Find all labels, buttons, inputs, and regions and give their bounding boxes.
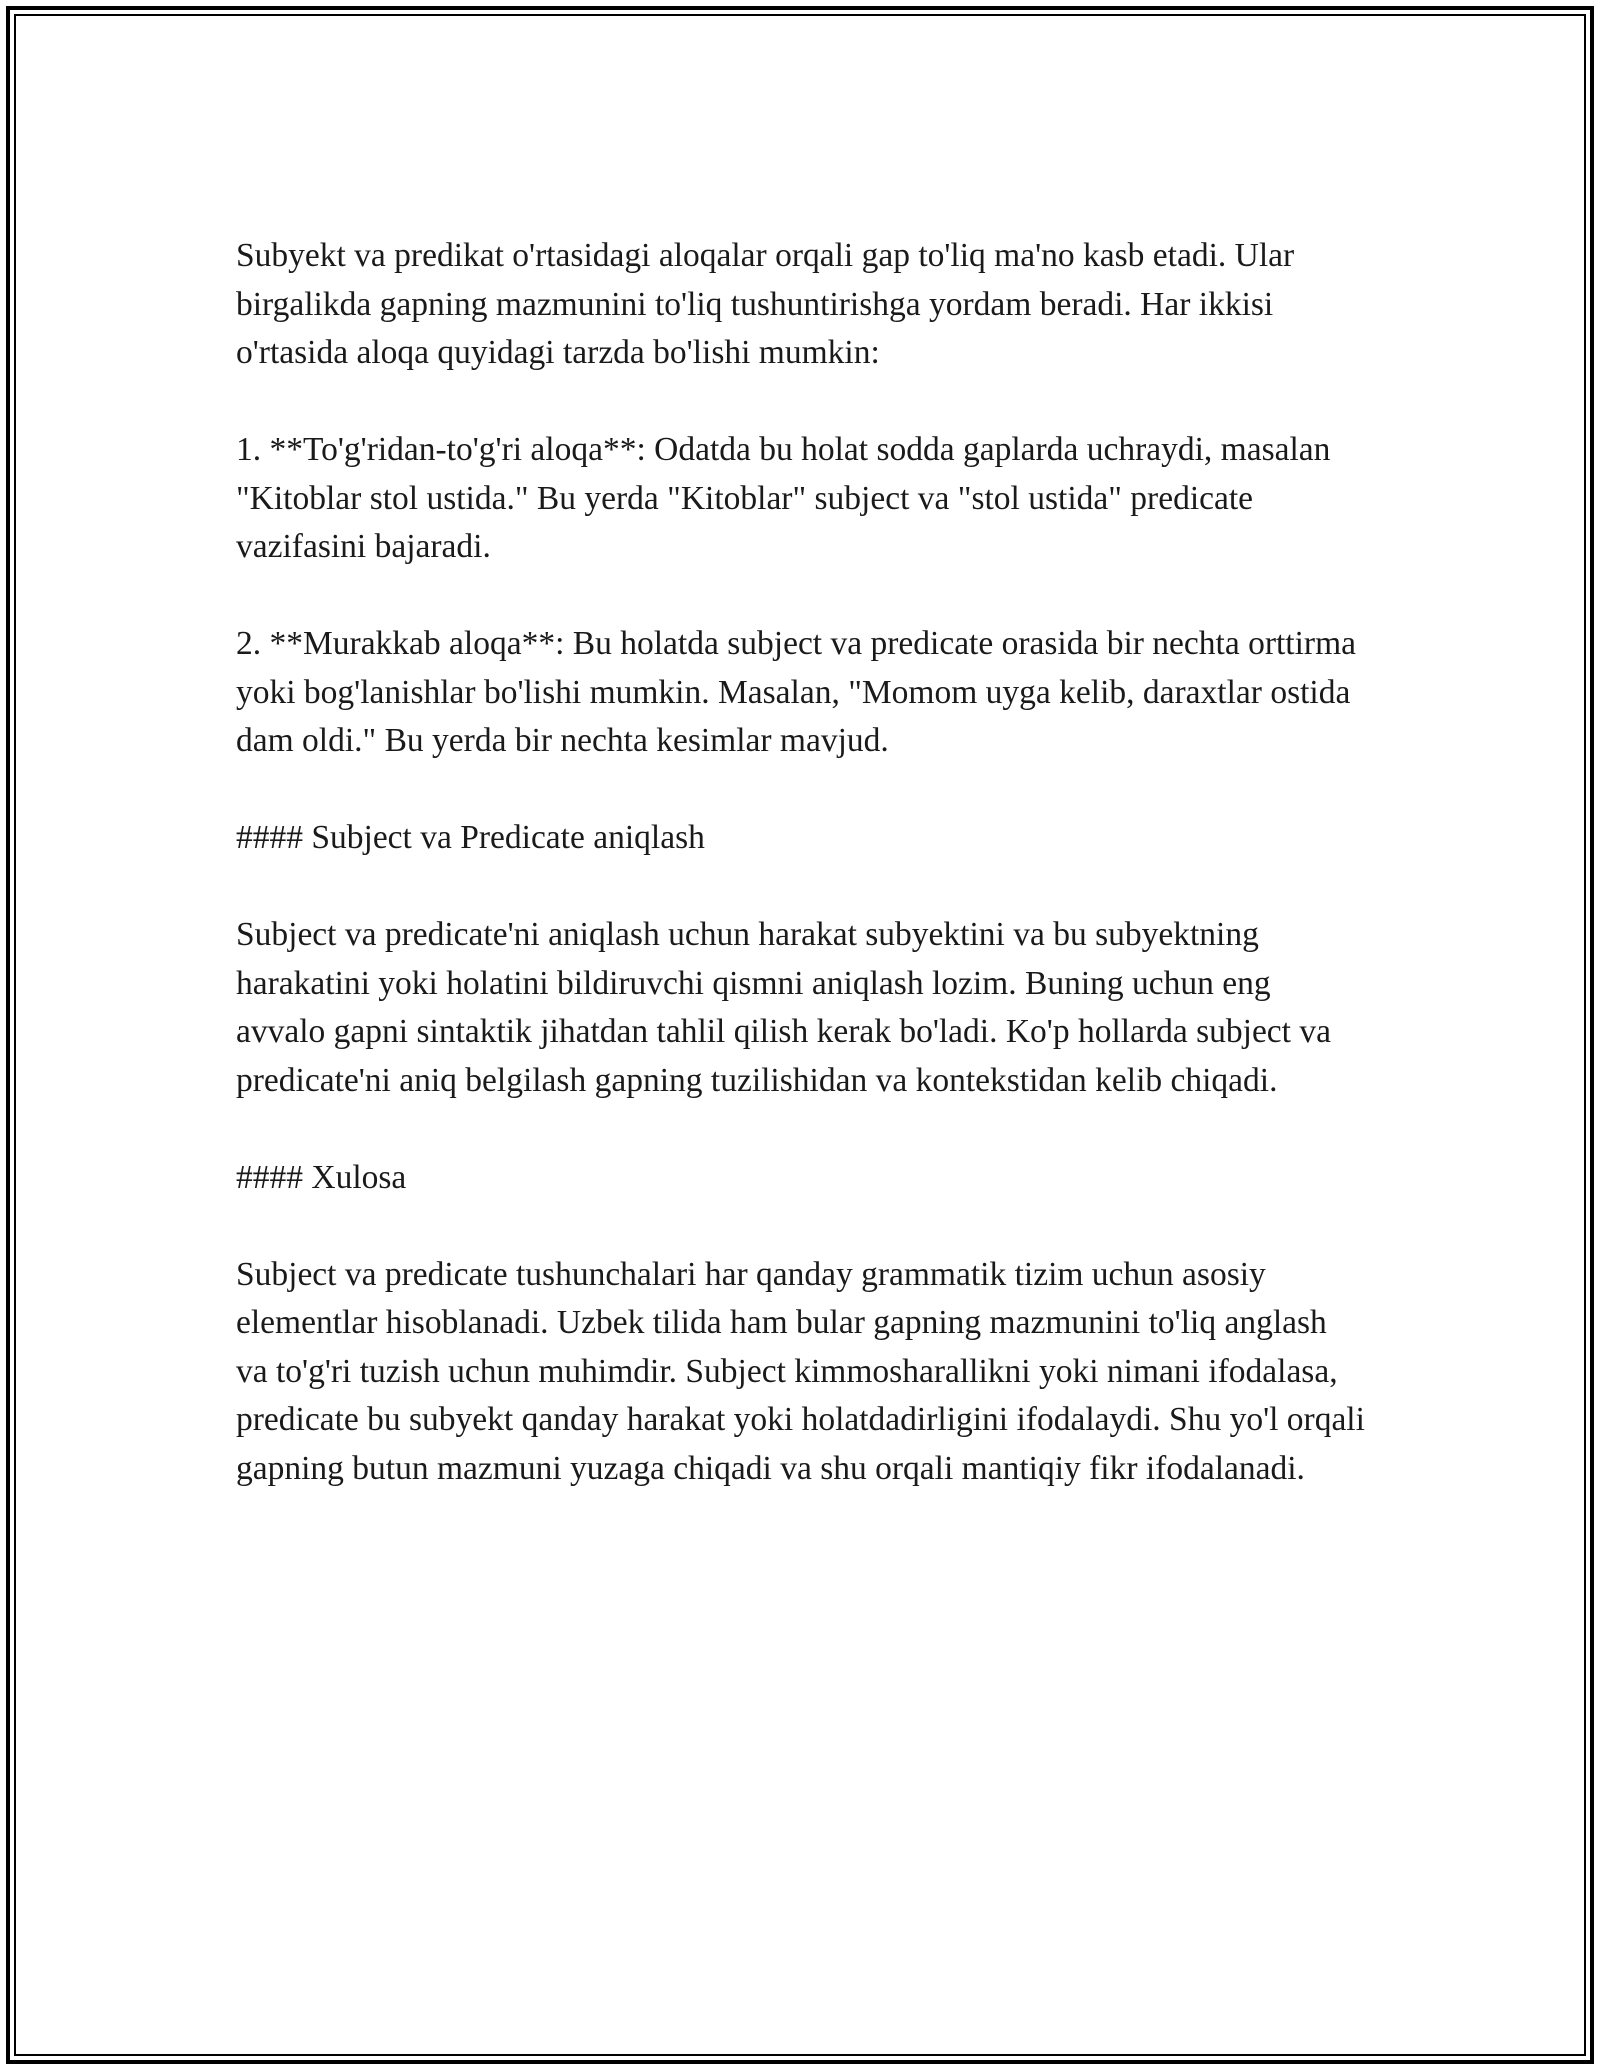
heading-conclusion: #### Xulosa [236,1158,407,1196]
paragraph-direct-link: 1. **To'g'ridan-to'g'ri aloqa**: Odatda bu holat sodda gaplarda uchraydi, masalan "Kitoblar stol ustida." Bu yerda "Kitoblar" subject va "stol ustida" predicate vazifasini bajaradi. [236,431,1331,565]
paragraph-conclusion: Subject va predicate tushunchalari har qanday grammatik tizim uchun asosiy elementlar hisoblanadi. Uzbek tilida ham bular gapning mazmunini to'liq anglash va to'g'ri tuzish uchun muhimdir. Subject kimmosharallikni yoki nimani ifodalasa, predicate bu subyekt qanday harakat yoki holatdadirligini ifodalaydi. Shu yo'l orqali gapning butun mazmuni yuzaga chiqadi va shu orqali mantiqiy fikr ifodalanadi. [236,1255,1365,1487]
heading-identification: #### Subject va Predicate aniqlash [236,819,705,856]
document-body [236,232,1366,1493]
paragraph-complex-link: 2. **Murakkab aloqa**: Bu holatda subject va predicate orasida bir nechta orttirma yoki bog'lanishlar bo'lishi mumkin. Masalan, "Momom uyga kelib, daraxtlar ostida dam oldi." Bu yerda bir nechta kesimlar mavjud. [236,625,1357,759]
paragraph-intro: Subyekt va predikat o'rtasidagi aloqalar orqali gap to'liq ma'no kasb etadi. Ular birgalikda gapning mazmunini to'liq tushuntirishga yordam beradi. Har ikkisi o'rtasida aloqa quyidagi tarzda bo'lishi mumkin: [236,237,1295,371]
paragraph-identification: Subject va predicate'ni aniqlash uchun harakat subyektini va bu subyektning harakatini yoki holatini bildiruvchi qismni aniqlash lozim. Buning uchun eng avvalo gapni sintaktik jihatdan tahlil qilish kerak bo'ladi. Ko'p hollarda subject va predicate'ni aniq belgilash gapning tuzilishidan va kontekstidan kelib chiqadi. [236,916,1331,1099]
